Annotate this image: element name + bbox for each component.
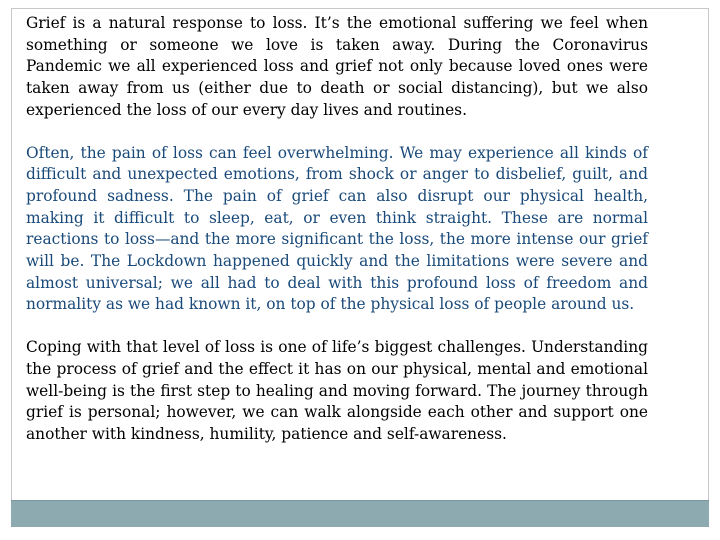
paragraph-pain-of-loss: Often, the pain of loss can feel overwhelming. We may experience all kinds of difficult and unexpected emotions, from shock or anger to disbelief, guilt, and profound sadness. The pain of grief can also disrupt our physical health, making it difficult to sleep, eat, or even think straight. These are normal reactions to loss—and the more significant the loss, the more intense our grief will be. The Lockdown happened quickly and the limitations were severe and almost universal; we all had to deal with this profound loss of freedom and normality as we had known it, on top of the physical loss of people around us. [26,143,648,314]
footer-bar [11,500,709,527]
text-body [26,13,648,446]
paragraph-coping: Coping with that level of loss is one of life’s biggest challenges. Understanding the process of grief and the effect it has on our physical, mental and emotional well-being is the first step to healing and moving forward. The journey through grief is personal; however, we can walk alongside each other and support one another with kindness, humility, patience and self-awareness. [26,338,648,443]
paragraph-grief-definition: Grief is a natural response to loss. It’s the emotional suffering we feel when something or someone we love is taken away. During the Coronavirus Pandemic we all experienced loss and grief not only because loved ones were taken away from us (either due to death or social distancing), but we also experienced the loss of our every day lives and routines. [26,14,648,119]
